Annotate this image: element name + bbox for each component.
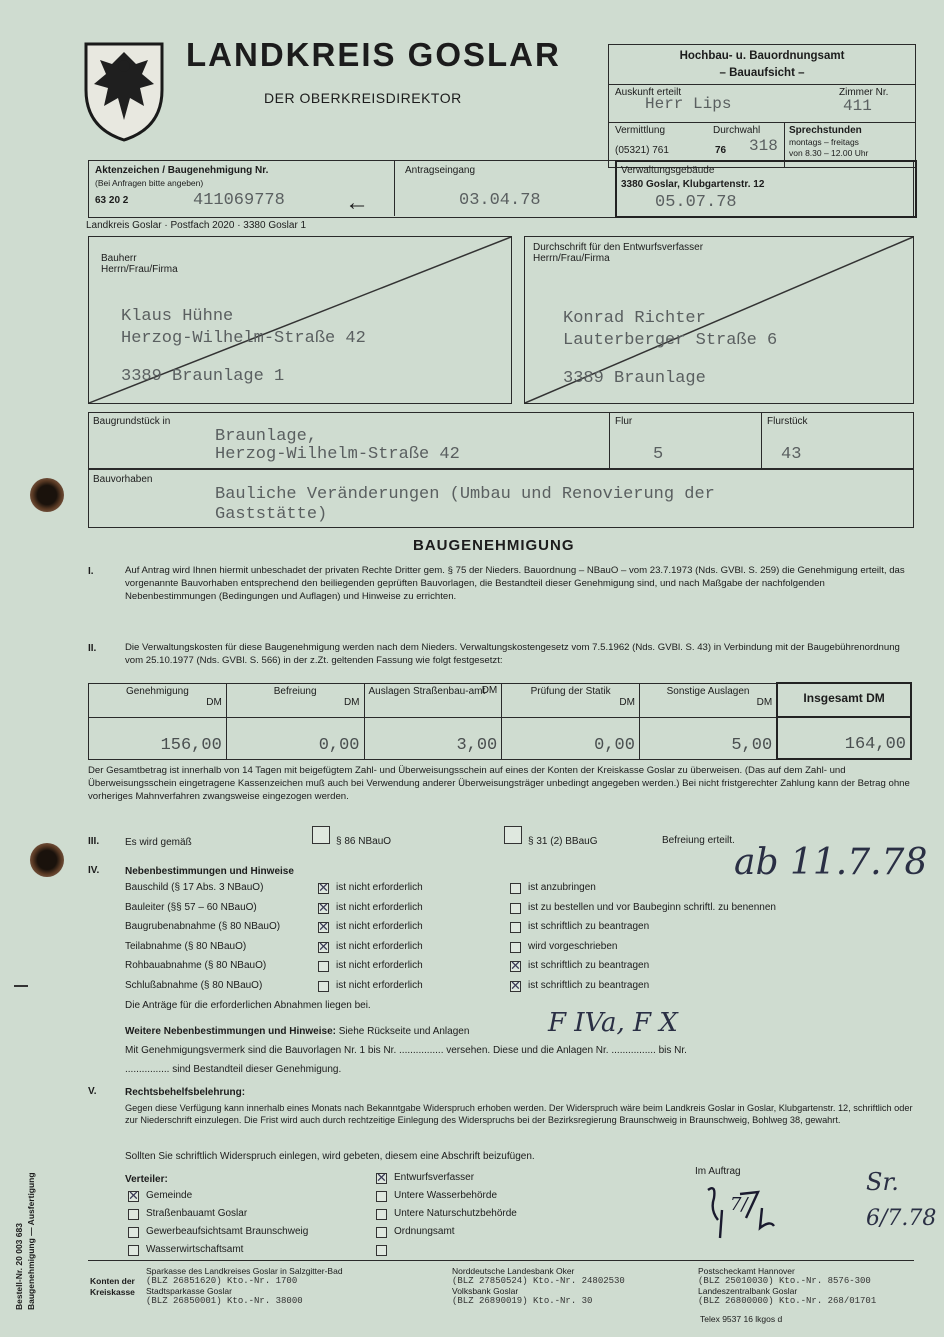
office-name: Hochbau- u. Bauordnungsamt — [679, 50, 845, 62]
fee-value-auslagen-strassenbau: 3,00 — [364, 717, 502, 759]
section-5-number: V. — [88, 1086, 97, 1097]
entwurf-city: 3389 Braunlage — [563, 369, 706, 388]
telex: Telex 9537 16 lkgos d — [700, 1314, 783, 1324]
verteiler-checkbox[interactable] — [128, 1227, 139, 1238]
option-right: ist schriftlich zu beantragen — [528, 921, 650, 932]
handwritten-initial: Sr. — [866, 1168, 899, 1196]
bank-block-3: Postscheckamt Hannover (BLZ 25010030) Kto.-Nr. 8576-300 Landeszentralbank Goslar (BLZ 26800000) Kto.-Nr. 268/01701 — [698, 1266, 877, 1306]
durchwahl-label: Durchwahl — [713, 125, 761, 136]
sprechstunden-label: Sprechstunden — [789, 125, 862, 136]
punch-hole-bottom — [30, 843, 64, 877]
verteiler-checkbox[interactable] — [128, 1191, 139, 1202]
flur-label: Flur — [615, 416, 633, 427]
aktenzeichen-prefix: 63 20 2 — [95, 195, 129, 206]
verteiler-label: Wasserwirtschaftsamt — [146, 1244, 244, 1255]
fee-value-genehmigung: 156,00 — [89, 717, 227, 759]
bauherr-city: 3389 Braunlage 1 — [121, 367, 285, 386]
entwurf-name: Konrad Richter — [563, 309, 706, 328]
option-left: ist nicht erforderlich — [336, 979, 423, 991]
fold-mark — [14, 985, 28, 987]
vorhaben-line2: Gaststätte) — [215, 505, 328, 524]
checkbox-right-option[interactable] — [510, 961, 521, 972]
checkbox-nicht-erforderlich[interactable] — [318, 942, 329, 953]
bank-block-2: Norddeutsche Landesbank Oker (BLZ 27850524) Kto.-Nr. 24802530 Volksbank Goslar (BLZ 26890019) Kto.-Nr. 30 — [452, 1266, 625, 1306]
checkbox-nicht-erforderlich[interactable] — [318, 922, 329, 933]
fee-header-auslagen-strassenbau: Auslagen Straßenbau-amt DM — [364, 683, 502, 717]
verteiler-label: Gemeinde — [146, 1190, 193, 1201]
verteiler-label: Untere Naturschutzbehörde — [394, 1208, 517, 1219]
verwaltung-date: 05.07.78 — [655, 193, 737, 212]
option-86-nbauo: § 86 NBauO — [336, 836, 392, 847]
handwritten-anlagen: F IVa, F X — [548, 1008, 678, 1038]
checkbox-nicht-erforderlich[interactable] — [318, 883, 329, 894]
payment-text: Der Gesamtbetrag ist innerhalb von 14 Tagen mit beigefügtem Zahl- und Überweisungsschein auf eines der Konten der Kreiskasse Goslar zu überweisen. (Das auf dem Zahl- und Überweisungsschein eingetragene Kassenzeichen muß auch bei Verwendung anderer Überweisungsträger unbedingt angegeben werden.) Bei nicht fristgerechter Zahlung kann der Betrag ohne vorheriges Mahnverfahren zwangsweise eingezogen werden. — [88, 765, 910, 802]
entwurf-sublabel: Herrn/Frau/Firma — [533, 253, 610, 264]
signature-image — [700, 1180, 800, 1240]
option-left: ist nicht erforderlich — [336, 940, 423, 952]
section-1-text: Auf Antrag wird Ihnen hiermit unbeschadet der privaten Rechte Dritter gem. § 75 der Nieders. Bauordnung – NBauO – vom 23.7.1973 (Nds. GVBl. S. 259) die Genehmigung erteilt, das vorgenannte Bauvorhaben entsprechend den beiliegenden geprüften Bauvorlagen, die Bestandteil dieser Genehmigung sind, und nach Maßgabe der nachfolgenden Nebenbestimmungen (Bedingungen und Auflagen) und Hinweise zu errichten. — [125, 565, 905, 602]
side-form-title: Baugenehmigung — Ausfertigung — [26, 1172, 36, 1310]
fee-header-genehmigung: Genehmigung DM — [89, 683, 227, 717]
flur-value: 5 — [653, 445, 664, 464]
fee-header-insgesamt: Insgesamt DM — [777, 683, 911, 717]
option-right: ist schriftlich zu beantragen — [528, 979, 650, 991]
fee-header-befreiung: Befreiung DM — [226, 683, 364, 717]
fee-value-insgesamt: 164,00 — [777, 717, 911, 759]
rechtsbehelf-text-2: Sollten Sie schriftlich Widerspruch einlegen, wird gebeten, diesem eine Abschrift beizufügen. — [125, 1151, 535, 1162]
handwritten-date-note: ab 11.7.78 — [734, 842, 928, 883]
nebenbestimmung-item: Bauleiter (§§ 57 – 60 NBauO) — [125, 901, 257, 913]
vermittlung-label: Vermittlung — [615, 125, 666, 136]
checkbox-nicht-erforderlich[interactable] — [318, 961, 329, 972]
durchwahl-value: 318 — [749, 137, 778, 155]
handwritten-sig-date: 6/7.78 — [866, 1206, 937, 1231]
vorhaben-box — [88, 468, 914, 528]
im-auftrag-label: Im Auftrag — [695, 1166, 741, 1177]
verteiler-label: Gewerbeaufsichtsamt Braunschweig — [146, 1226, 309, 1237]
checkbox-86-nbauo[interactable] — [312, 826, 330, 844]
zimmer-label: Zimmer Nr. — [839, 87, 889, 98]
durchwahl-prefix: 76 — [715, 145, 727, 156]
option-befreiung: Befreiung erteilt. — [662, 835, 735, 846]
flurstueck-value: 43 — [781, 445, 802, 464]
entwurf-label: Durchschrift für den Entwurfsverfasser — [533, 242, 704, 253]
nebenbestimmung-item: Schlußabnahme (§ 80 NBauO) — [125, 979, 263, 991]
office-info-box — [608, 44, 916, 168]
sprechstunden-time: von 8.30 – 12.00 Uhr — [789, 148, 869, 158]
entwurfsverfasser-box — [524, 236, 914, 404]
grundstueck-label: Baugrundstück in — [93, 416, 171, 427]
checkbox-right-option[interactable] — [510, 922, 521, 933]
grundstueck-line1: Braunlage, — [215, 427, 318, 446]
verteiler-label: Ordnungsamt — [394, 1226, 455, 1237]
fee-table — [88, 682, 912, 760]
grundstueck-box — [88, 412, 914, 470]
verteiler-label: Straßenbauamt Goslar — [146, 1208, 248, 1219]
authority-subtitle: DER OBERKREISDIREKTOR — [264, 90, 462, 106]
bank-block-1: Sparkasse des Landkreises Goslar in Salzgitter-Bad (BLZ 26851620) Kto.-Nr. 1700 Stadtsparkasse Goslar (BLZ 26850001) Kto.-Nr. 38000 — [146, 1266, 343, 1306]
aktenzeichen-hint: (Bei Anfragen bitte angeben) — [95, 178, 204, 188]
zimmer-value: 411 — [843, 97, 872, 115]
vermerk-text-2: ................ sind Bestandteil dieser Genehmigung. — [125, 1064, 342, 1075]
bauherr-name: Klaus Hühne — [121, 307, 234, 326]
checkbox-31-bbaug[interactable] — [504, 826, 522, 844]
authority-title: LANDKREIS GOSLAR — [186, 36, 561, 73]
auskunft-label: Auskunft erteilt — [615, 87, 682, 98]
section-2-number: II. — [88, 643, 97, 654]
sender-line: Landkreis Goslar · Postfach 2020 · 3380 Goslar 1 — [86, 220, 307, 231]
option-right: ist schriftlich zu beantragen — [528, 960, 650, 971]
weitere-text: Siehe Rückseite und Anlagen — [338, 1026, 470, 1037]
antraege-note: Die Anträge für die erforderlichen Abnahmen liegen bei. — [125, 1000, 371, 1011]
checkbox-nicht-erforderlich[interactable] — [318, 903, 329, 914]
aktenzeichen-number: 411069778 — [193, 191, 285, 210]
vermerk-text: Mit Genehmigungsvermerk sind die Bauvorlagen Nr. 1 bis Nr. ................ versehen. Diese und die Anlagen Nr. ................ bis Nr. — [125, 1045, 687, 1056]
aktenzeichen-label: Aktenzeichen / Baugenehmigung Nr. — [95, 165, 269, 176]
section-4-number: IV. — [88, 865, 100, 876]
checkbox-right-option[interactable] — [510, 981, 521, 992]
vermittlung-value: (05321) 761 — [615, 145, 669, 156]
weitere-label: Weitere Nebenbestimmungen und Hinweise: — [125, 1026, 336, 1037]
verteiler-checkbox[interactable] — [376, 1209, 387, 1220]
section-3-number: III. — [88, 836, 100, 847]
flurstueck-label: Flurstück — [767, 416, 808, 427]
nebenbestimmung-item: Baugrubenabnahme (§ 80 NBauO) — [125, 921, 281, 932]
option-right: ist zu bestellen und vor Baubeginn schriftl. zu benennen — [528, 901, 776, 913]
section-1-number: I. — [88, 566, 94, 577]
option-left: ist nicht erforderlich — [336, 901, 423, 913]
section-3-label: Es wird gemäß — [125, 837, 192, 848]
option-left: ist nicht erforderlich — [336, 921, 423, 932]
verwaltung-address: 3380 Goslar, Klubgartenstr. 12 — [621, 179, 765, 190]
grundstueck-line2: Herzog-Wilhelm-Straße 42 — [215, 445, 460, 464]
fee-header-sonstige: Sonstige Auslagen DM — [639, 683, 777, 717]
antragseingang-value: 03.04.78 — [459, 191, 541, 210]
checkbox-right-option[interactable] — [510, 942, 521, 953]
bauherr-box — [88, 236, 512, 404]
nebenbestimmung-item: Teilabnahme (§ 80 NBauO) — [125, 940, 247, 952]
reference-row — [88, 160, 914, 218]
verteiler-checkbox[interactable] — [376, 1191, 387, 1202]
arrow-left-icon: ← — [345, 189, 369, 216]
punch-hole-top — [30, 478, 64, 512]
option-left: ist nicht erforderlich — [336, 960, 423, 971]
verteiler-checkbox[interactable] — [128, 1245, 139, 1256]
svg-text:7/: 7/ — [730, 1194, 748, 1215]
verteiler-label: Untere Wasserbehörde — [394, 1190, 498, 1201]
verteiler-checkbox[interactable] — [376, 1173, 387, 1184]
vorhaben-line1: Bauliche Veränderungen (Umbau und Renovierung der — [215, 485, 715, 504]
verteiler-checkbox[interactable] — [376, 1227, 387, 1238]
main-title: BAUGENEHMIGUNG — [413, 537, 575, 554]
option-right: ist anzubringen — [528, 882, 596, 893]
bauherr-street: Herzog-Wilhelm-Straße 42 — [121, 329, 366, 348]
fee-value-befreiung: 0,00 — [226, 717, 364, 759]
checkbox-right-option[interactable] — [510, 903, 521, 914]
section-5-title: Rechtsbehelfsbelehrung: — [125, 1087, 246, 1098]
verteiler-checkbox[interactable] — [128, 1209, 139, 1220]
entwurf-street: Lauterberger Straße 6 — [563, 331, 778, 350]
vorhaben-label: Bauvorhaben — [93, 474, 153, 485]
bauherr-label: Bauherr — [101, 253, 137, 264]
section-2-text: Die Verwaltungskosten für diese Baugenehmigung werden nach dem Nieders. Verwaltungskostengesetz vom 7.5.1962 (Nds. GVBl. S. 43) in Verbindung mit der Baugebührenordnung vom 25.10.1977 (Nds. GVBl. S. 566) in der z.Zt. geltenden Fassung wie folgt festgesetzt: — [125, 642, 900, 666]
checkbox-right-option[interactable] — [510, 883, 521, 894]
office-department: – Bauaufsicht – — [719, 67, 805, 79]
option-31-bbaug: § 31 (2) BBauG — [528, 836, 598, 847]
fee-value-statik: 0,00 — [502, 717, 640, 759]
sprechstunden-days: montags – freitags — [789, 137, 859, 147]
section-4-title: Nebenbestimmungen und Hinweise — [125, 866, 294, 877]
footer-divider — [88, 1260, 914, 1261]
verteiler-label: Entwurfsverfasser — [394, 1172, 475, 1183]
bauherr-sublabel: Herrn/Frau/Firma — [101, 264, 178, 275]
antragseingang-label: Antragseingang — [405, 165, 476, 176]
coat-of-arms-logo — [82, 40, 166, 142]
option-right: wird vorgeschrieben — [528, 940, 618, 952]
checkbox-nicht-erforderlich[interactable] — [318, 981, 329, 992]
verteiler-checkbox[interactable] — [376, 1245, 387, 1256]
option-left: ist nicht erforderlich — [336, 882, 423, 893]
fee-value-sonstige: 5,00 — [639, 717, 777, 759]
nebenbestimmung-item: Bauschild (§ 17 Abs. 3 NBauO) — [125, 882, 264, 893]
fee-header-statik: Prüfung der Statik DM — [502, 683, 640, 717]
verwaltung-label: Verwaltungsgebäude — [621, 165, 715, 176]
verteiler-title: Verteiler: — [125, 1174, 168, 1185]
auskunft-value: Herr Lips — [645, 95, 732, 113]
rechtsbehelf-text: Gegen diese Verfügung kann innerhalb eines Monats nach Bekanntgabe Widerspruch erhoben werden. Der Widerspruch wäre beim Landkreis Goslar in Goslar, Klubgartenstr. 12, schriftlich oder zur Niederschrift einzulegen. Die Frist wird auch durch rechtzeitige Einlegung des Widerspruchs bei der Bezirksregierung Braunschweig in Braunschweig, Bohlweg 38, gewahrt. — [125, 1103, 913, 1125]
konten-label: Konten der Kreiskasse — [90, 1276, 135, 1297]
nebenbestimmung-item: Rohbauabnahme (§ 80 NBauO) — [125, 960, 267, 971]
side-order-number: Bestell-Nr. 20 003 683 — [14, 1223, 24, 1310]
